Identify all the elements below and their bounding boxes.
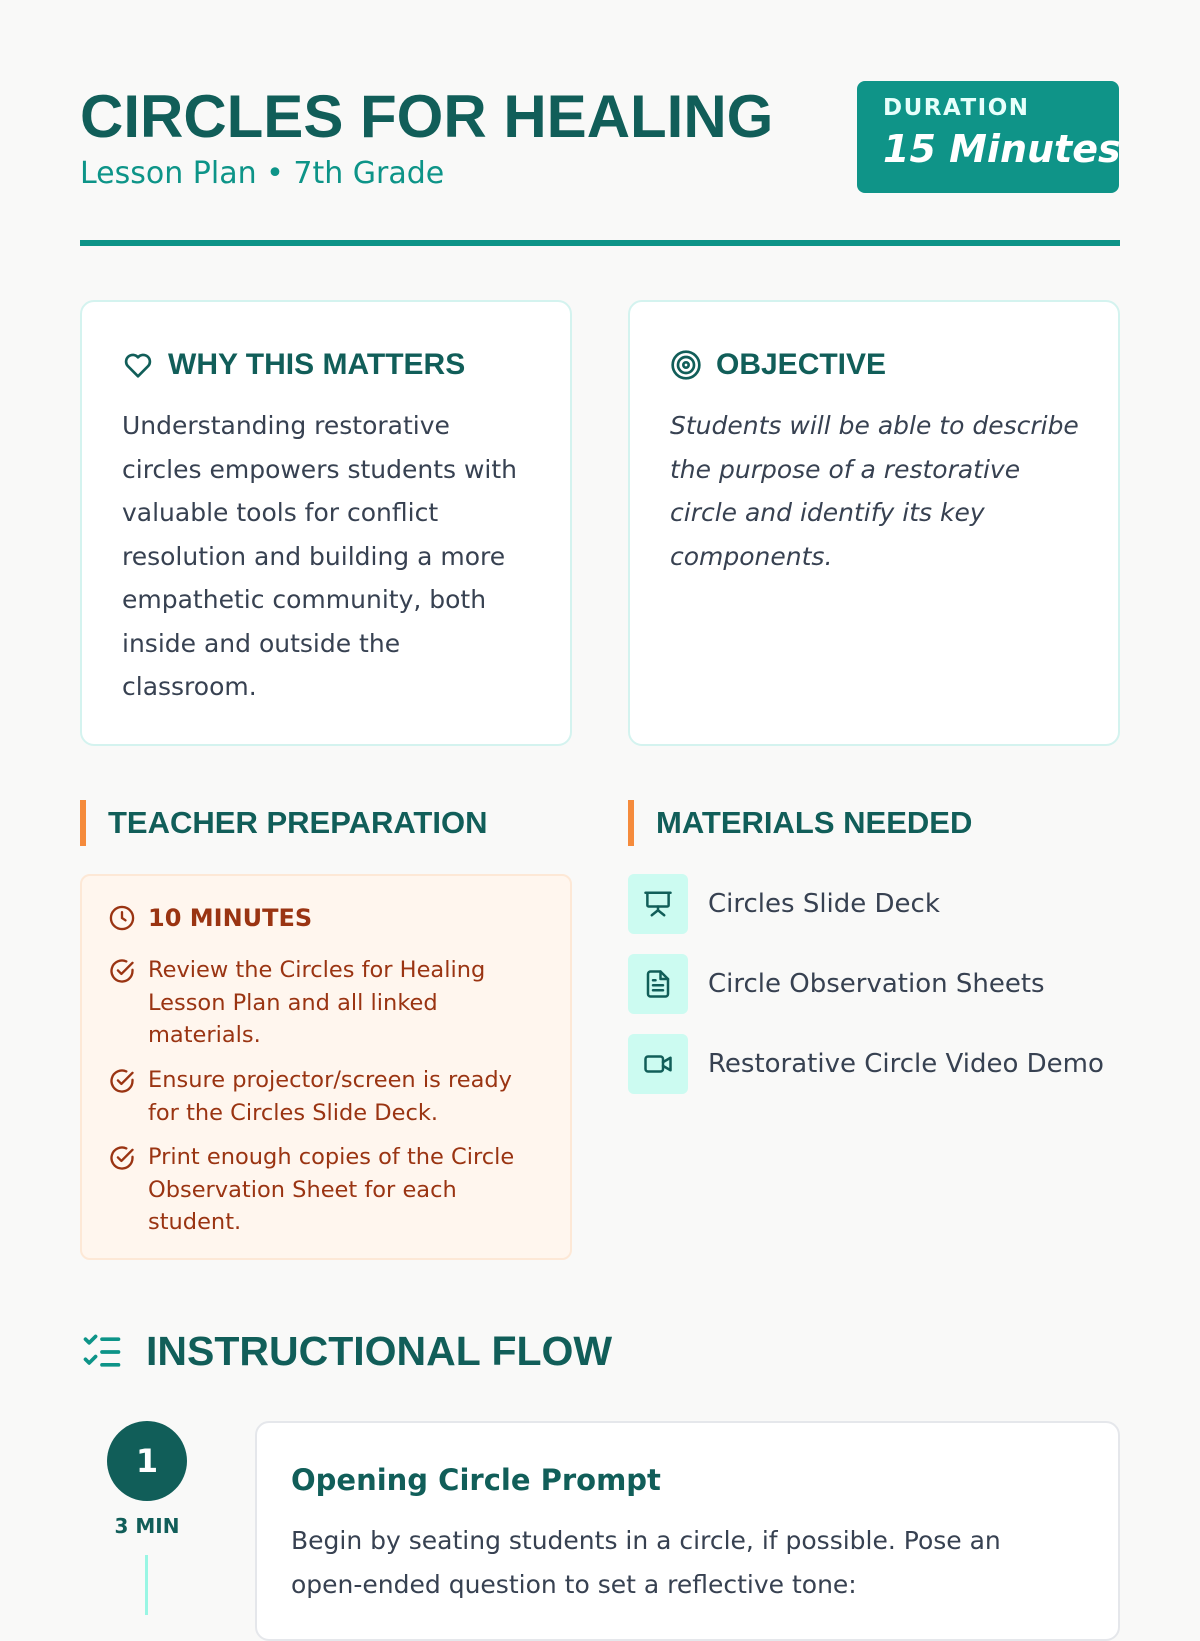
step-text: Begin by seating students in a circle, if possible. Pose an open-ended question to set a reflective tone: xyxy=(291,1526,1001,1599)
objective-card-header xyxy=(670,348,886,382)
prep-item xyxy=(108,1064,548,1129)
materials-needed-heading xyxy=(628,800,972,846)
step-number-badge: 1 xyxy=(107,1421,187,1501)
material-item[interactable] xyxy=(628,954,1045,1014)
duration-badge xyxy=(857,81,1119,193)
objective-card-text: Students will be able to describe the purpose of a restorative circle and identify its key components. xyxy=(670,411,1079,571)
teacher-preparation-box xyxy=(80,874,572,1260)
prep-item xyxy=(108,954,548,1052)
objective-card-title: OBJECTIVE xyxy=(716,348,887,381)
materials-needed-title: MATERIALS NEEDED xyxy=(656,805,973,840)
instructional-flow-title: INSTRUCTIONAL FLOW xyxy=(146,1328,613,1374)
clock-icon xyxy=(108,904,136,932)
check-circle-icon xyxy=(108,1144,136,1172)
material-icon-box xyxy=(628,874,688,934)
why-card-header xyxy=(122,348,465,382)
prep-item-text: Ensure projector/screen is ready for the Circles Slide Deck. xyxy=(148,1067,512,1126)
header-divider xyxy=(80,240,1120,246)
heart-icon xyxy=(122,349,154,381)
material-label: Circle Observation Sheets xyxy=(708,969,1045,999)
material-item[interactable] xyxy=(628,1034,1104,1094)
why-card-text: Understanding restorative circles empowers students with valuable tools for conflict resolution and building a more empathetic community, both inside and outside the classroom. xyxy=(122,411,518,701)
prep-time-label: 10 MINUTES xyxy=(148,904,313,932)
material-label: Circles Slide Deck xyxy=(708,889,940,919)
target-icon xyxy=(670,349,702,381)
prep-time xyxy=(108,904,312,932)
timeline-connector xyxy=(145,1555,148,1615)
teacher-preparation-heading xyxy=(80,800,487,846)
prep-item xyxy=(108,1141,548,1239)
teacher-preparation-title: TEACHER PREPARATION xyxy=(108,805,488,840)
lesson-plan-page xyxy=(80,0,1120,1600)
checklist-icon xyxy=(80,1330,124,1374)
page-title: CIRCLES FOR HEALING xyxy=(80,83,774,150)
prep-item-text: Print enough copies of the Circle Observation Sheet for each student. xyxy=(148,1144,515,1235)
material-item[interactable] xyxy=(628,874,940,934)
instructional-flow-heading xyxy=(80,1328,612,1375)
check-circle-icon xyxy=(108,1067,136,1095)
step-title: Opening Circle Prompt xyxy=(291,1463,661,1497)
step-card xyxy=(255,1421,1120,1641)
video-icon xyxy=(643,1049,673,1079)
why-card-title: WHY THIS MATTERS xyxy=(168,348,466,381)
why-this-matters-card xyxy=(80,300,572,746)
check-circle-icon xyxy=(108,957,136,985)
page-subtitle: Lesson Plan • 7th Grade xyxy=(80,156,445,191)
material-icon-box xyxy=(628,1034,688,1094)
document-icon xyxy=(643,969,673,999)
step-duration: 3 MIN xyxy=(114,1514,180,1538)
prep-item-text: Review the Circles for Healing Lesson Plan and all linked materials. xyxy=(148,957,486,1048)
duration-label: DURATION xyxy=(883,95,1030,121)
duration-value: 15 Minutes xyxy=(883,127,1121,171)
objective-card xyxy=(628,300,1120,746)
material-label: Restorative Circle Video Demo xyxy=(708,1049,1104,1079)
presentation-icon xyxy=(643,889,673,919)
material-icon-box xyxy=(628,954,688,1014)
